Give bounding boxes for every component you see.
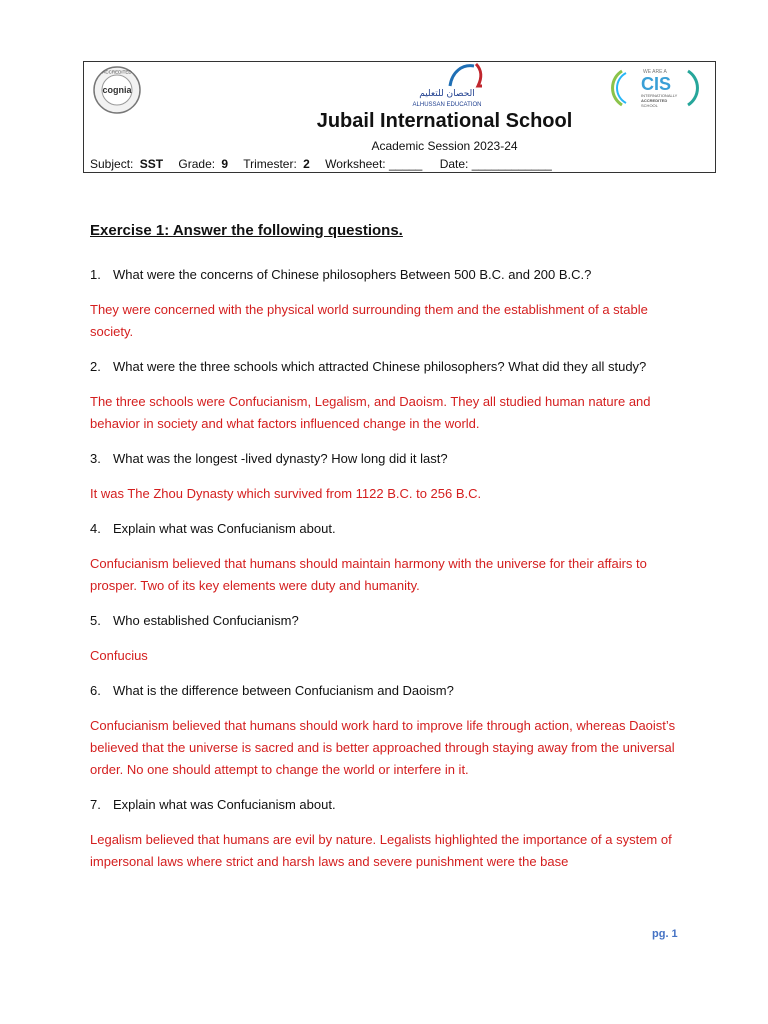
exercise-title: Exercise 1: Answer the following questions. <box>90 222 403 239</box>
trimester-value: 2 <box>303 157 310 171</box>
trimester-label: Trimester: <box>243 157 297 171</box>
grade-value: 9 <box>221 157 229 171</box>
answer-7: Legalism believed that humans are evil by nature. Legalists highlighted the importance of a system of impersonal laws where strict and harsh laws and severe punishment were the base <box>90 832 672 869</box>
question-text: Who established Confucianism? <box>113 613 299 628</box>
question-text: What is the difference between Confucianism and Daoism? <box>113 683 454 698</box>
question-text: Explain what was Confucianism about. <box>113 521 336 536</box>
cognia-ring-text: ACCREDITED <box>102 69 132 75</box>
answer-2: The three schools were Confucianism, Legalism, and Daoism. They all studied human nature and behavior in society and what factors influenced change in the world. <box>90 394 651 431</box>
question-6 <box>90 680 690 702</box>
academic-session: Academic Session 2023-24 <box>371 139 518 153</box>
cis-accredited-logo <box>610 63 700 113</box>
question-number: 2. <box>90 359 101 374</box>
cis-logo-text: CIS <box>640 74 672 94</box>
question-block <box>90 264 690 343</box>
answer-5: Confucius <box>90 648 148 663</box>
question-4 <box>90 518 690 540</box>
exercise-content <box>90 220 690 886</box>
question-block <box>90 680 690 781</box>
answer-1: They were concerned with the physical world surrounding them and the establishment of a stable society. <box>90 302 648 339</box>
question-block <box>90 794 690 873</box>
page-number: pg. 1 <box>652 928 678 940</box>
alhussan-arabic-text: الحصان للتعليم <box>419 89 475 99</box>
cognia-logo-text: cognia <box>102 85 132 95</box>
question-text: What were the concerns of Chinese philosophers Between 500 B.C. and 200 B.C.? <box>113 267 592 282</box>
question-text: Explain what was Confucianism about. <box>113 797 336 812</box>
question-block <box>90 518 690 597</box>
school-name: Jubail International School <box>316 110 573 132</box>
question-number: 1. <box>90 267 101 282</box>
cis-line-1: INTERNATIONALLY <box>641 93 678 98</box>
answer-4: Confucianism believed that humans should maintain harmony with the universe for their affairs to prosper. Two of its key elements were duty and humanity. <box>90 556 647 593</box>
alhussan-latin-text: ALHUSSAN EDUCATION <box>412 102 482 108</box>
question-number: 7. <box>90 797 101 812</box>
question-3 <box>90 448 690 470</box>
grade-label: Grade: <box>178 157 216 171</box>
question-block <box>90 610 690 667</box>
question-number: 6. <box>90 683 101 698</box>
subject-value: SST <box>139 157 164 171</box>
date-label: Date: ____________ <box>439 157 552 171</box>
answer-3: It was The Zhou Dynasty which survived from 1122 B.C. to 256 B.C. <box>90 486 482 501</box>
cis-line-2: ACCREDITED <box>641 98 668 103</box>
question-number: 3. <box>90 451 101 466</box>
question-number: 5. <box>90 613 101 628</box>
question-7 <box>90 794 690 816</box>
question-text: What were the three schools which attracted Chinese philosophers? What did they all study? <box>113 359 647 374</box>
worksheet-label: Worksheet: _____ <box>325 157 423 171</box>
cis-line-3: SCHOOL <box>641 103 658 108</box>
answer-6: Confucianism believed that humans should work hard to improve life through action, whereas Daoist’s believed that the universe is sacred and is better approached through staying away from the universal order. No one should attempt to change the world or interfere in it. <box>90 718 676 777</box>
worksheet-meta-row <box>90 157 555 171</box>
subject-label: Subject: <box>90 157 134 171</box>
question-1 <box>90 264 690 286</box>
alhussan-education-logo <box>402 62 492 110</box>
question-block <box>90 356 690 435</box>
question-2 <box>90 356 690 378</box>
question-block <box>90 448 690 505</box>
worksheet-header <box>83 61 716 173</box>
question-text: What was the longest -lived dynasty? How long did it last? <box>113 451 448 466</box>
question-5 <box>90 610 690 632</box>
cis-top-text: WE ARE A <box>643 69 667 75</box>
question-number: 4. <box>90 521 101 536</box>
cognia-accredited-logo <box>92 65 142 115</box>
